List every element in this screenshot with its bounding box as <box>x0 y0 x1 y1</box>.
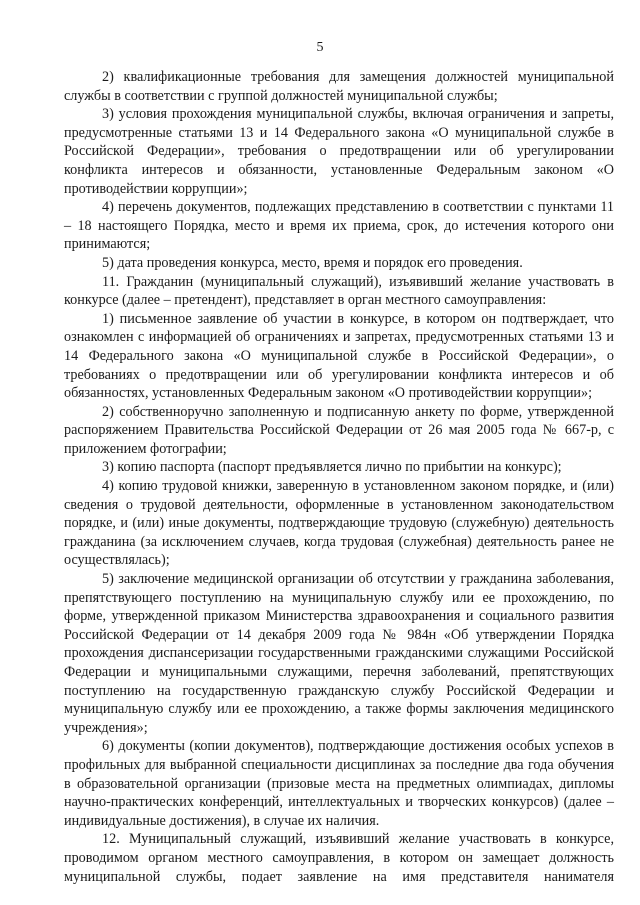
paragraph-2: 2) квалификационные требования для замещения должностей муниципальной службы в соответствии с группой должностей муниципальной службы; <box>64 69 614 104</box>
page-number: 5 <box>316 40 324 55</box>
paragraph-11-item-5: 5) заключение медицинской организации об отсутствии у гражданина заболевания, препятствующего поступлению на муниципальную службу или ее прохождению, по форме, утвержденной приказом Министерства здравоохранения и социального развития Российской Федерации от 14 декабря 2009 года № 984н «Об утверждении Порядка прохождения диспансеризации государственными гражданскими служащими Российской Федерации и муниципальными служащими, перечня заболеваний, препятствующих поступлению на государственную гражданскую службу Российской Федерации и муниципальную службу или ее прохождению, а также формы заключения медицинского учреждения»; <box>64 571 614 736</box>
paragraph-11-item-2: 2) собственноручно заполненную и подписанную анкету по форме, утвержденной распоряжением Правительства Российской Федерации от 26 мая 2005 года № 667-р, с приложением фотографии; <box>64 403 614 457</box>
paragraph-5: 5) дата проведения конкурса, место, время и порядок его проведения. <box>102 254 523 271</box>
paragraph-12: 12. Муниципальный служащий, изъявивший желание участвовать в конкурсе, проводимом органом местного самоуправления, в котором он замещает должность муниципальной службы, подает заявление на имя представителя нанимателя <box>64 831 614 885</box>
paragraph-4: 4) перечень документов, подлежащих представлению в соответствии с пунктами 11 – 18 настоящего Порядка, место и время их приема, срок, до истечения которого они принимаются; <box>64 199 614 253</box>
paragraph-11-item-6: 6) документы (копии документов), подтверждающие достижения особых успехов в профильных для выбранной специальности дисциплинах за последние два года обучения в образовательной организации (призовые места на предметных олимпиадах, дипломы научно-практических конференций, интеллектуальных и творческих конкурсов) (далее – индивидуальные достижения), в случае их наличия. <box>64 738 614 829</box>
paragraph-11-item-3: 3) копию паспорта (паспорт предъявляется лично по прибытии на конкурс); <box>102 459 562 476</box>
paragraph-11-item-1: 1) письменное заявление об участии в конкурсе, в котором он подтверждает, что ознакомлен с информацией об ограничениях и запретах, предусмотренных статьями 13 и 14 Федерального закона «О муниципальной службе в Российской Федерации», о требованиях о предотвращении или об урегулировании конфликта интересов и об обязанностях, установленных Федеральным законом «О противодействии коррупции»; <box>64 310 614 402</box>
paragraph-11: 11. Гражданин (муниципальный служащий), изъявивший желание участвовать в конкурсе (далее – претендент), представляет в орган местного самоуправления: <box>64 273 614 309</box>
paragraph-3: 3) условия прохождения муниципальной службы, включая ограничения и запреты, предусмотренные статьями 13 и 14 Федерального закона «О муниципальной службе в Российской Федерации», требования о предотвращении или об урегулировании конфликта интересов и обязанности, установленные Федеральным законом «О противодействии коррупции»; <box>64 106 614 197</box>
paragraph-11-item-4: 4) копию трудовой книжки, заверенную в установленном законом порядке, и (или) сведения о трудовой деятельности, оформленные в установленном законодательством порядке, и (или) иные документы, подтверждающие трудовую (служебную) деятельность гражданина (за исключением случаев, когда трудовая (служебная) деятельность ранее не осуществлялась); <box>64 478 614 569</box>
